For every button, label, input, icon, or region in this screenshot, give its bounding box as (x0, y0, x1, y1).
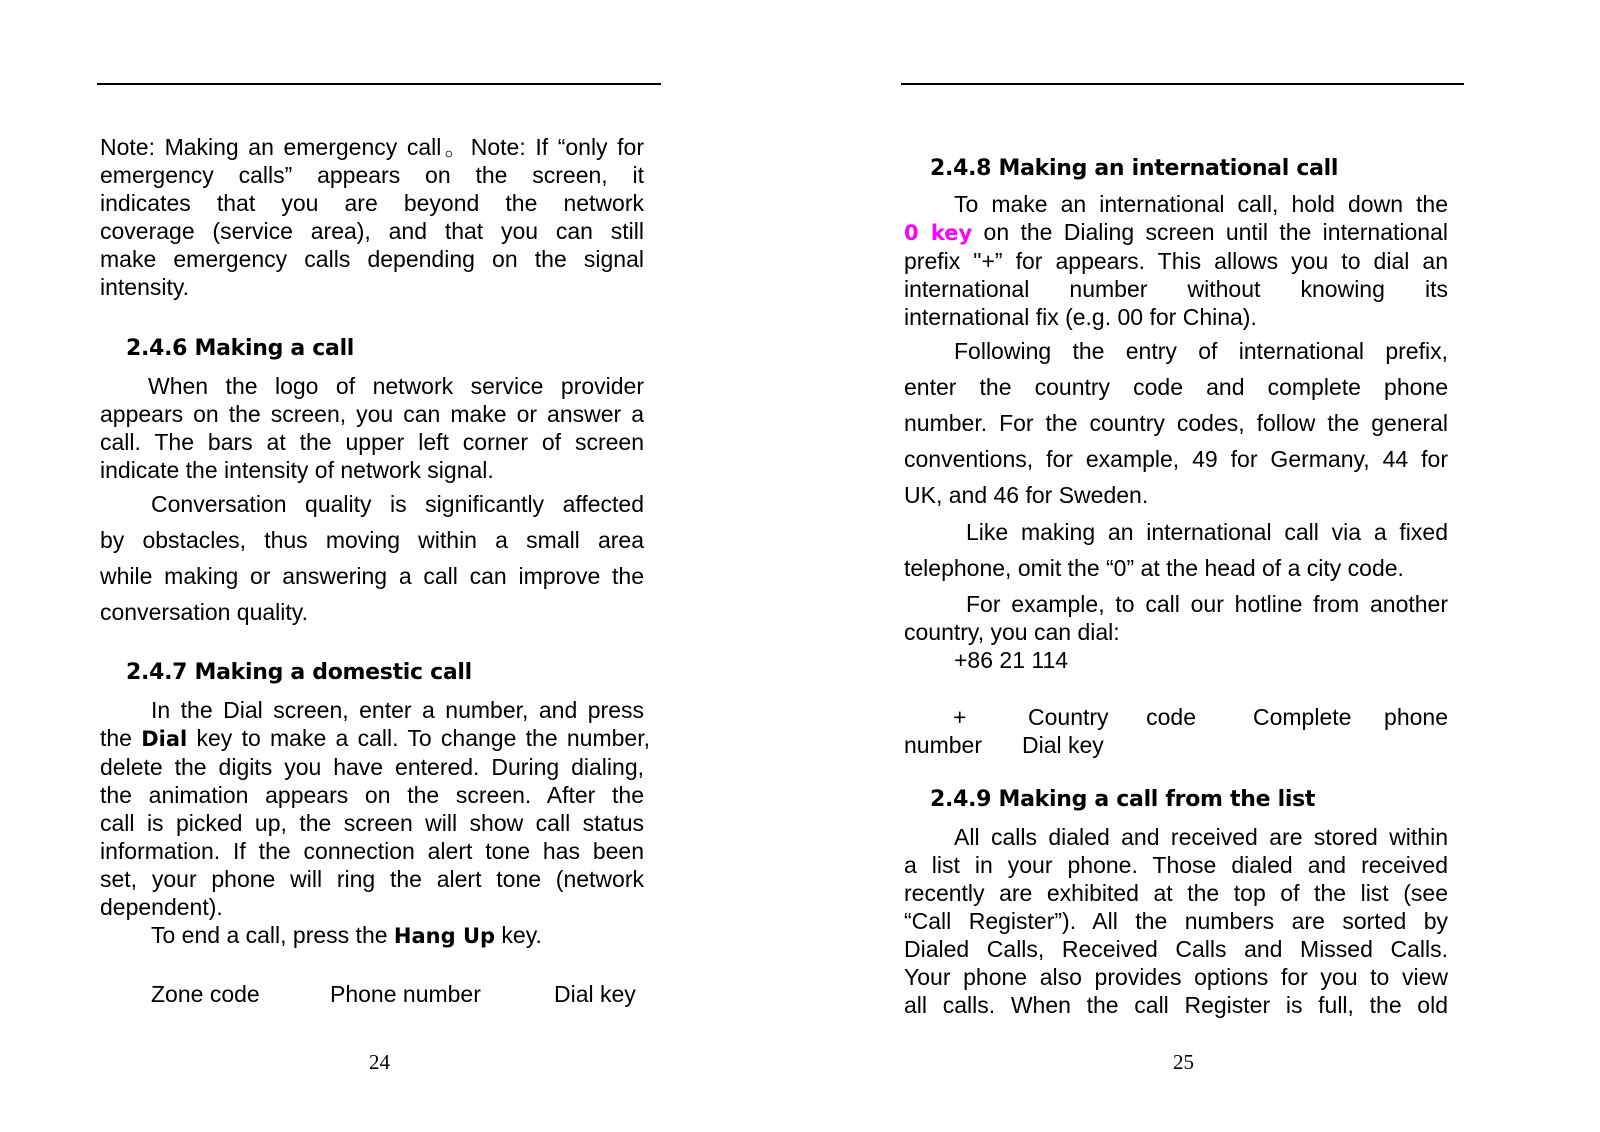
text-line: enter the country code and complete phone (904, 374, 1448, 400)
text-line: recently are exhibited at the top of the list (see (904, 880, 1448, 906)
hang-up-key-label: Hang Up (393, 924, 496, 948)
text-line: dependent). (100, 894, 223, 920)
hotline-number: +86 21 114 (954, 647, 1069, 673)
header-rule (97, 83, 661, 85)
legend-country-code: Country code (1028, 704, 1196, 730)
text-line: intensity. (100, 274, 190, 300)
page-number: 24 (369, 1050, 390, 1074)
text-line: delete the digits you have entered. During dialing, (100, 754, 644, 780)
right-page (800, 0, 1600, 1132)
dial-key-label: Dial (141, 727, 188, 751)
paragraph-2-4-8-a (904, 190, 1448, 331)
text-line: international number without knowing its (904, 276, 1448, 302)
text-line: make emergency calls depending on the signal (100, 246, 644, 272)
header-rule (901, 83, 1464, 85)
text-line: the animation appears on the screen. After the (100, 782, 644, 808)
text-line: a list in your phone. Those dialed and received (904, 852, 1448, 878)
heading-2-4-9: 2.4.9 Making a call from the list (930, 787, 1316, 812)
legend-number: number (904, 732, 982, 758)
text-line: conversation quality. (100, 599, 308, 625)
text-line: 0 key on the Dialing screen until the international (904, 219, 1448, 245)
dial-key-caption: Dial key (554, 981, 636, 1007)
paragraph-2-4-6-a (100, 372, 644, 484)
text-line: When the logo of network service provider (148, 373, 644, 399)
paragraph-2-4-8-d (904, 590, 1448, 674)
text-line: In the Dial screen, enter a number, and press (151, 697, 644, 723)
text-line: Like making an international call via a fixed (966, 519, 1448, 545)
text-line: while making or answering a call can improve the (100, 563, 644, 589)
text-line: UK, and 46 for Sweden. (904, 482, 1149, 508)
paragraph-2-4-7 (100, 696, 650, 950)
text-line: information. If the connection alert tone has been (100, 838, 644, 864)
text-line: Conversation quality is significantly affected (151, 491, 644, 517)
emergency-note (100, 133, 644, 301)
paragraph-2-4-8-b (904, 333, 1448, 513)
heading-2-4-6: 2.4.6 Making a call (126, 336, 355, 361)
text-line: coverage (service area), and that you can still (100, 218, 644, 244)
legend-dial-key: Dial key (1022, 732, 1104, 758)
legend-plus: + (953, 704, 967, 730)
text-line: indicates that you are beyond the network (100, 190, 644, 216)
text-line: by obstacles, thus moving within a small area (100, 527, 644, 553)
text-line: To end a call, press the Hang Up key. (151, 922, 542, 948)
heading-2-4-8: 2.4.8 Making an international call (930, 156, 1339, 181)
legend-complete-phone: Complete phone (1253, 704, 1448, 730)
heading-2-4-7: 2.4.7 Making a domestic call (126, 660, 472, 685)
phone-number-label: Phone number (330, 981, 481, 1007)
text-line: Following the entry of international prefix, (954, 338, 1448, 364)
text-line: call is picked up, the screen will show call status (100, 810, 644, 836)
paragraph-2-4-9 (904, 823, 1448, 1019)
text-line: set, your phone will ring the alert tone (network (100, 866, 644, 892)
text-line: For example, to call our hotline from another (966, 591, 1448, 617)
text-line: country, you can dial: (904, 619, 1120, 645)
zero-key-label: 0 key (904, 221, 973, 245)
text-line: All calls dialed and received are stored within (954, 824, 1448, 850)
text-line: call. The bars at the upper left corner of screen (100, 429, 644, 455)
text-line: Note: Making an emergency call。Note: If “only for (100, 134, 644, 160)
text-line: all calls. When the call Register is full, the old (904, 992, 1448, 1018)
page-number: 25 (1173, 1050, 1194, 1074)
text-line: Dialed Calls, Received Calls and Missed Calls. (904, 936, 1448, 962)
paragraph-2-4-8-c (904, 514, 1448, 586)
text-line: telephone, omit the “0” at the head of a city code. (904, 555, 1404, 581)
text-line: Your phone also provides options for you to view (904, 964, 1448, 990)
text-line: conventions, for example, 49 for Germany, 44 for (904, 446, 1448, 472)
paragraph-2-4-6-b (100, 486, 644, 630)
text-line: appears on the screen, you can make or answer a (100, 401, 644, 427)
text-line: “Call Register”). All the numbers are sorted by (904, 908, 1448, 934)
text-line: prefix "+” for appears. This allows you to dial an (904, 248, 1448, 274)
text-line: emergency calls” appears on the screen, it (100, 162, 644, 188)
text-line: indicate the intensity of network signal. (100, 457, 494, 483)
text-line: international fix (e.g. 00 for China). (904, 304, 1257, 330)
text-line: To make an international call, hold down the (954, 191, 1448, 217)
text-line: the Dial key to make a call. To change the number, (100, 725, 650, 751)
text-line: number. For the country codes, follow the general (904, 410, 1448, 436)
zone-code-label: Zone code (151, 981, 260, 1007)
